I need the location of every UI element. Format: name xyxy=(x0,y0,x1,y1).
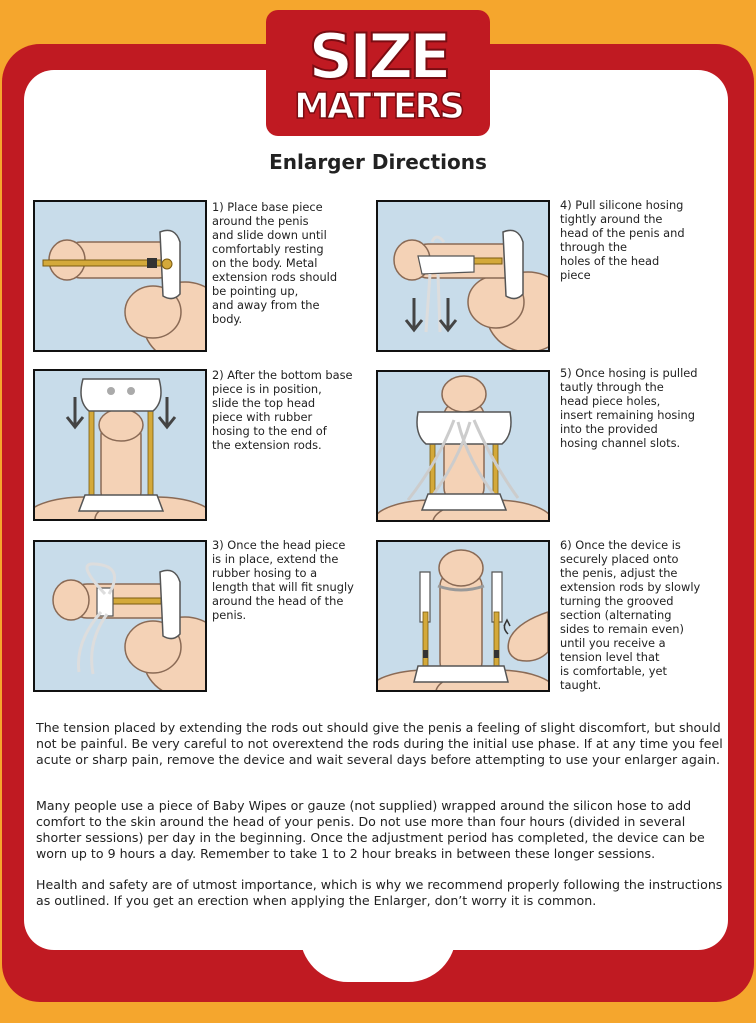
panel-bottom-tab xyxy=(300,934,456,982)
paragraph-tension: The tension placed by extending the rods out should give the penis a feeling of slight discomfort, but should not be painful. Be very careful to not overextend the rods during the initial use phase. If at any time you feel acute or sharp pain, remove the device and wait several days before attempting to use your enlarger again. xyxy=(36,720,723,767)
step-1-text: 1) Place base piece around the penis and slide down until comfortably resting on the body. Metal extension rods should be pointing up, and away from the body. xyxy=(212,200,338,326)
step-5-text: 5) Once hosing is pulled tautly through the head piece holes, insert remaining hosing into the provided hosing channel slots. xyxy=(560,366,698,450)
step-5-drawing xyxy=(378,372,548,520)
step-2-text: 2) After the bottom base piece is in position, slide the top head piece with rubber hosing to the end of the extension rods. xyxy=(212,368,353,452)
step-4-text: 4) Pull silicone hosing tightly around the head of the penis and through the holes of the head piece xyxy=(560,198,685,282)
step-4-illustration xyxy=(376,200,550,352)
step-2-drawing xyxy=(35,371,205,519)
step-6-illustration xyxy=(376,540,550,692)
logo-line2: MATTERS xyxy=(293,86,463,127)
step-1-drawing xyxy=(35,202,205,350)
paragraph-comfort: Many people use a piece of Baby Wipes or gauze (not supplied) wrapped around the silicon hose to add comfort to the skin around the head of your penis. Do not use more than four hours (divided in several shorter sessions) per day in the beginning. Once the adjustment period has completed, the device can be worn up to 9 hours a day. Remember to take 1 to 2 hour breaks in between these longer sessions. xyxy=(36,798,705,861)
step-6-text: 6) Once the device is securely placed onto the penis, adjust the extension rods by slowly turning the grooved section (alternating sides to remain even) until you receive a tension level that is comfortable, yet taught. xyxy=(560,538,701,692)
step-3-illustration xyxy=(33,540,207,692)
paragraph-safety: Health and safety are of utmost importance, which is why we recommend properly following the instructions as outlined. If you get an erection when applying the Enlarger, don’t worry it is common. xyxy=(36,877,723,908)
step-3-drawing xyxy=(35,542,205,690)
step-6-drawing xyxy=(378,542,548,690)
step-3-text: 3) Once the head piece is in place, extend the rubber hosing to a length that will fit snugly around the head of the penis. xyxy=(212,538,354,622)
step-2-illustration xyxy=(33,369,207,521)
step-1-illustration xyxy=(33,200,207,352)
logo-line1: SIZE xyxy=(308,20,448,93)
step-4-drawing xyxy=(378,202,548,350)
size-matters-logo xyxy=(276,18,480,128)
page-title: Enlarger Directions xyxy=(269,150,487,174)
step-5-illustration xyxy=(376,370,550,522)
